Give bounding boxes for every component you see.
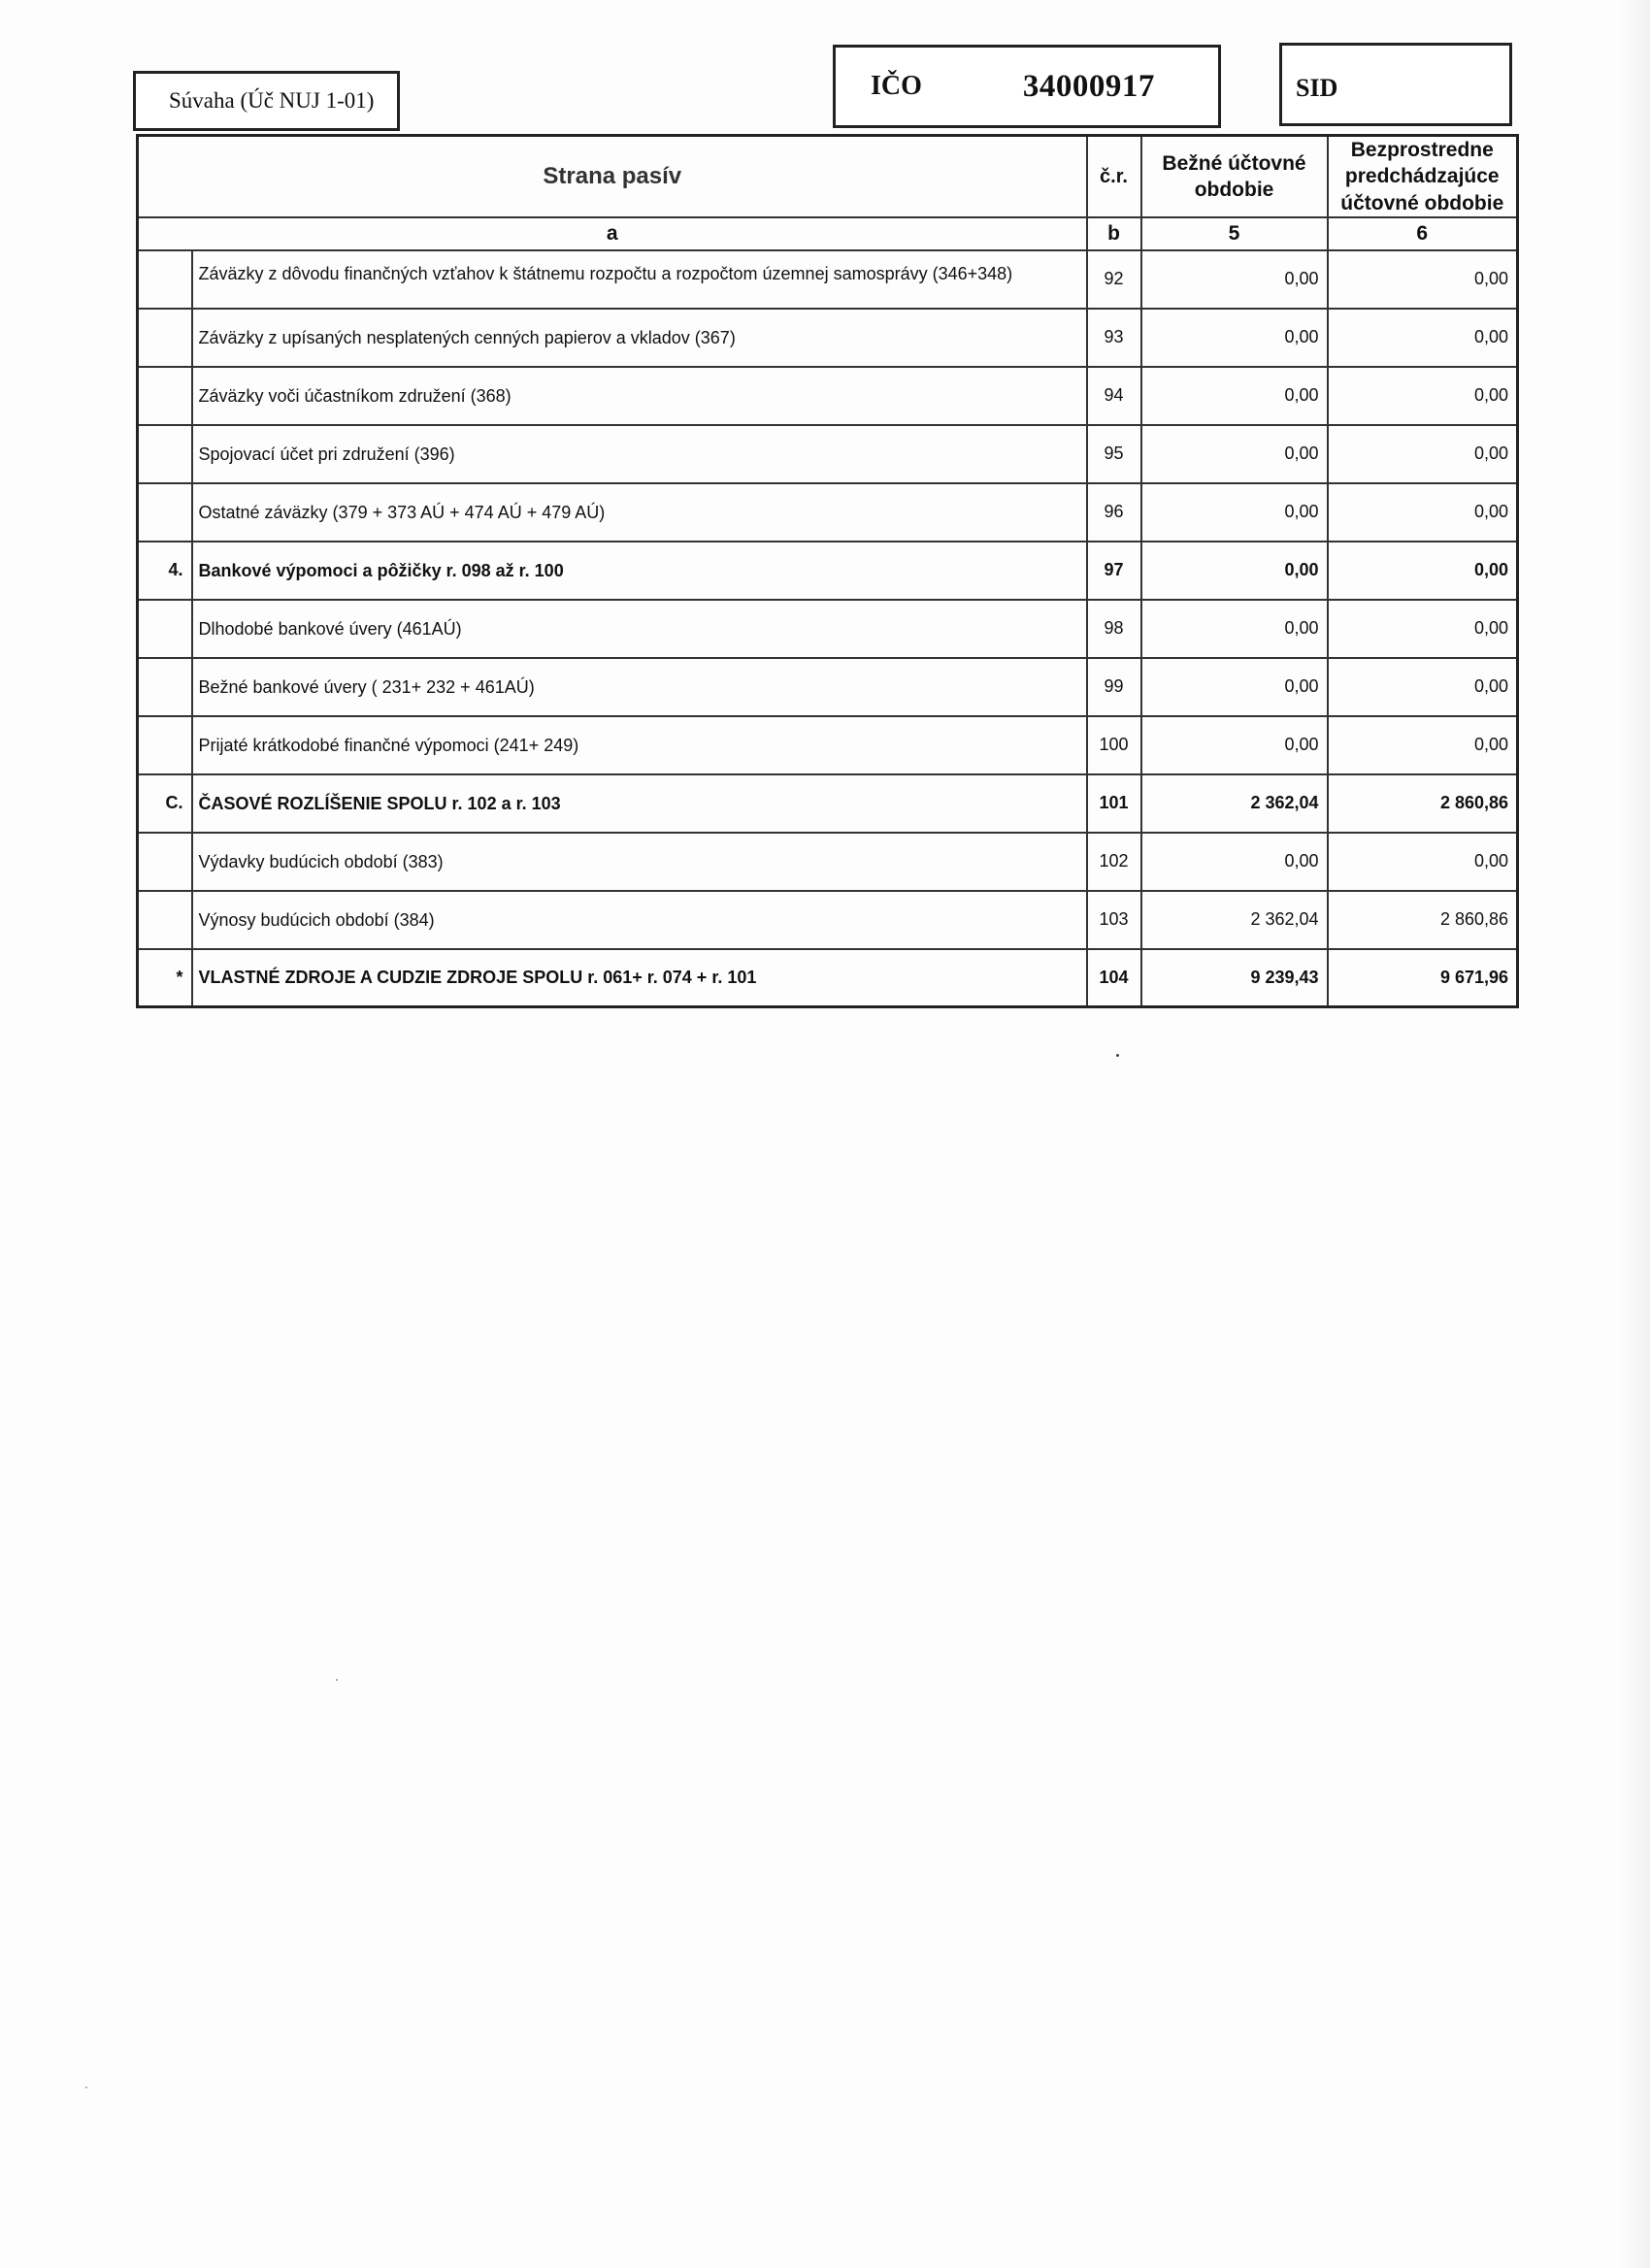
sid-label: SID	[1296, 74, 1338, 102]
ico-box	[833, 45, 1221, 128]
row-current-value: 0,00	[1141, 542, 1328, 600]
row-mark	[138, 483, 192, 542]
row-number: 101	[1087, 774, 1141, 833]
table-header-row	[138, 136, 1518, 217]
row-mark: 4.	[138, 542, 192, 600]
row-description: Výdavky budúcich období (383)	[192, 833, 1087, 891]
row-mark	[138, 309, 192, 367]
row-current-value: 0,00	[1141, 367, 1328, 425]
table-row	[138, 600, 1518, 658]
subheader-6: 6	[1328, 217, 1518, 250]
row-description: Spojovací účet pri združení (396)	[192, 425, 1087, 483]
row-previous-value: 0,00	[1328, 600, 1518, 658]
row-current-value: 0,00	[1141, 250, 1328, 309]
scan-speck	[85, 2087, 87, 2088]
table-row-section	[138, 774, 1518, 833]
row-number: 100	[1087, 716, 1141, 774]
row-number: 98	[1087, 600, 1141, 658]
row-previous-value: 0,00	[1328, 716, 1518, 774]
row-previous-value: 0,00	[1328, 425, 1518, 483]
table-row	[138, 716, 1518, 774]
row-current-value: 9 239,43	[1141, 949, 1328, 1007]
page-edge-shade	[1617, 0, 1650, 2268]
row-description: ČASOVÉ ROZLÍŠENIE SPOLU r. 102 a r. 103	[192, 774, 1087, 833]
scan-speck	[336, 1679, 338, 1681]
row-description: Bežné bankové úvery ( 231+ 232 + 461AÚ)	[192, 658, 1087, 716]
row-number: 99	[1087, 658, 1141, 716]
row-mark	[138, 833, 192, 891]
header-title: Strana pasív	[138, 136, 1087, 217]
row-previous-value: 0,00	[1328, 658, 1518, 716]
table-row	[138, 658, 1518, 716]
row-description: Záväzky z upísaných nesplatených cenných papierov a vkladov (367)	[192, 309, 1087, 367]
row-current-value: 0,00	[1141, 833, 1328, 891]
row-previous-value: 0,00	[1328, 309, 1518, 367]
header-current-period: Bežné účtovné obdobie	[1141, 136, 1328, 217]
row-previous-value: 2 860,86	[1328, 891, 1518, 949]
row-previous-value: 0,00	[1328, 542, 1518, 600]
row-number: 93	[1087, 309, 1141, 367]
row-current-value: 0,00	[1141, 716, 1328, 774]
row-mark	[138, 891, 192, 949]
row-current-value: 0,00	[1141, 425, 1328, 483]
row-current-value: 0,00	[1141, 309, 1328, 367]
row-previous-value: 0,00	[1328, 250, 1518, 309]
subheader-a: a	[138, 217, 1087, 250]
row-number: 103	[1087, 891, 1141, 949]
row-mark	[138, 716, 192, 774]
table-row	[138, 483, 1518, 542]
table-row-total	[138, 949, 1518, 1007]
row-description: Výnosy budúcich období (384)	[192, 891, 1087, 949]
table-row	[138, 250, 1518, 309]
ico-value: 34000917	[1022, 68, 1155, 104]
sid-box	[1279, 43, 1512, 126]
row-number: 95	[1087, 425, 1141, 483]
row-number: 104	[1087, 949, 1141, 1007]
row-mark	[138, 425, 192, 483]
row-description: Dlhodobé bankové úvery (461AÚ)	[192, 600, 1087, 658]
row-current-value: 0,00	[1141, 658, 1328, 716]
form-label-box	[133, 71, 400, 131]
table-row	[138, 833, 1518, 891]
table-row	[138, 309, 1518, 367]
row-mark: *	[138, 949, 192, 1007]
table-row	[138, 425, 1518, 483]
header-previous-period: Bezprostredne predchádzajúce účtovné obdobie	[1328, 136, 1518, 217]
table-row	[138, 367, 1518, 425]
row-number: 96	[1087, 483, 1141, 542]
row-current-value: 0,00	[1141, 483, 1328, 542]
row-description: Záväzky z dôvodu finančných vzťahov k štátnemu rozpočtu a rozpočtom územnej samosprávy (346+348)	[192, 250, 1087, 309]
table-subheader-row	[138, 217, 1518, 250]
row-number: 102	[1087, 833, 1141, 891]
balance-sheet-table	[136, 134, 1519, 1008]
row-description: Prijaté krátkodobé finančné výpomoci (241+ 249)	[192, 716, 1087, 774]
subheader-b: b	[1087, 217, 1141, 250]
row-current-value: 2 362,04	[1141, 774, 1328, 833]
row-number: 94	[1087, 367, 1141, 425]
row-mark	[138, 367, 192, 425]
row-current-value: 2 362,04	[1141, 891, 1328, 949]
table-row	[138, 891, 1518, 949]
row-previous-value: 2 860,86	[1328, 774, 1518, 833]
row-mark	[138, 658, 192, 716]
row-previous-value: 0,00	[1328, 483, 1518, 542]
row-mark: C.	[138, 774, 192, 833]
ico-label: IČO	[871, 71, 922, 101]
row-description: Bankové výpomoci a pôžičky r. 098 až r. 100	[192, 542, 1087, 600]
form-label: Súvaha (Úč NUJ 1-01)	[169, 88, 375, 113]
row-number: 92	[1087, 250, 1141, 309]
row-previous-value: 9 671,96	[1328, 949, 1518, 1007]
row-description: VLASTNÉ ZDROJE A CUDZIE ZDROJE SPOLU r. 061+ r. 074 + r. 101	[192, 949, 1087, 1007]
table-row-section	[138, 542, 1518, 600]
row-description: Ostatné záväzky (379 + 373 AÚ + 474 AÚ + 479 AÚ)	[192, 483, 1087, 542]
row-mark	[138, 600, 192, 658]
row-description: Záväzky voči účastníkom združení (368)	[192, 367, 1087, 425]
scan-speck	[1116, 1054, 1119, 1057]
row-previous-value: 0,00	[1328, 367, 1518, 425]
row-number: 97	[1087, 542, 1141, 600]
row-current-value: 0,00	[1141, 600, 1328, 658]
row-previous-value: 0,00	[1328, 833, 1518, 891]
header-cr: č.r.	[1087, 136, 1141, 217]
subheader-5: 5	[1141, 217, 1328, 250]
row-mark	[138, 250, 192, 309]
